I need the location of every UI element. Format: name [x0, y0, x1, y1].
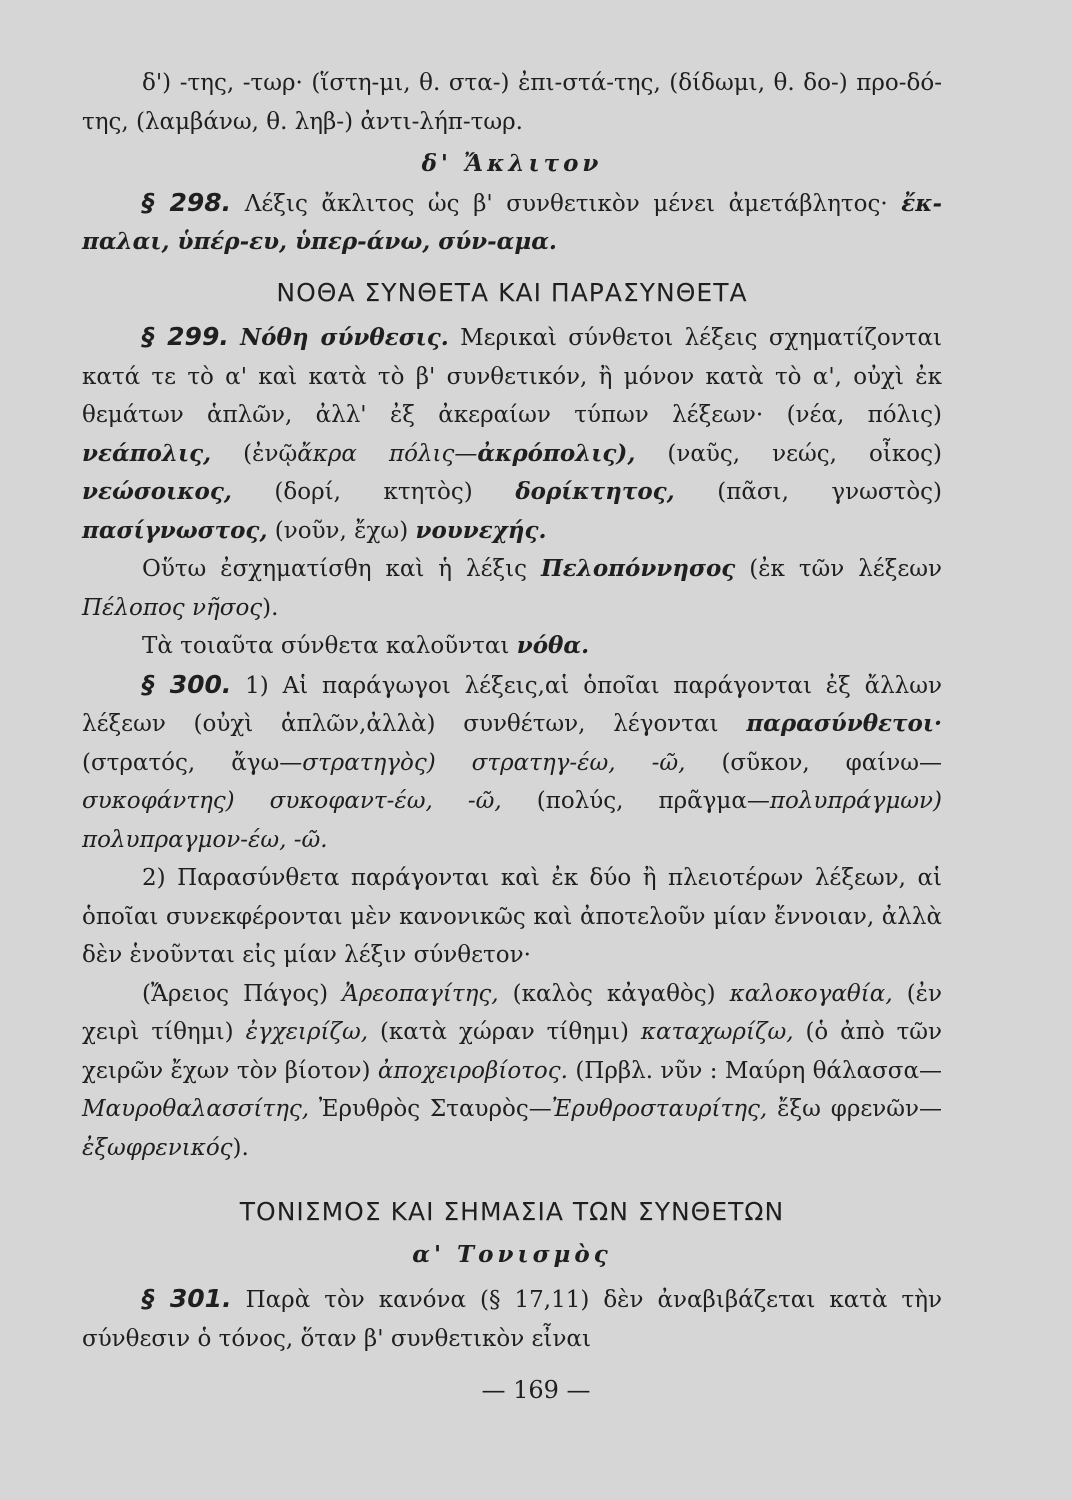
intro-line-1: δ') -της, -τωρ· (ἵστη-μι, θ. στα-) ἐπι-στά-της, (δίδωμι, θ.: [142, 70, 795, 96]
example-source: (πᾶσι, γνωστὸς): [717, 479, 943, 505]
section-298-number: § 298.: [142, 187, 232, 217]
subheading-tonismos: α' Τονισμὸς: [412, 1240, 612, 1268]
section-299-notha: [82, 627, 942, 666]
subheading-akliton: δ' Ἄκλιτον: [421, 150, 603, 177]
example-source: (νέα, πόλις): [786, 402, 943, 428]
paragraph-text: (ἐκ τῶν λέξεων: [749, 556, 943, 582]
section-301: [82, 1280, 942, 1358]
example-source: (Ἄρειος Πάγος): [142, 980, 329, 1007]
example-word: νόθα.: [516, 632, 590, 659]
example-word: καταχωρίζω,: [640, 1019, 794, 1045]
example-word: ἐγχειρίζω,: [245, 1019, 369, 1045]
section-299-term: Νόθη σύνθεσις.: [240, 324, 449, 351]
example-word: νεάπολις,: [82, 439, 212, 467]
intro-paragraph: [82, 64, 942, 141]
example-word: καλοκογαθία,: [729, 980, 893, 1007]
page-text: [82, 64, 942, 1358]
section-298-examples: ἔκ-παλαι, ὑπέρ-ευ, ὑπερ-άνω, σύν-αμα.: [82, 189, 943, 255]
example-source: (νοῦν, ἔχω): [274, 517, 409, 544]
example-source: ἔξω φρενῶν—: [777, 1096, 942, 1122]
section-300-number: § 300.: [142, 669, 232, 699]
section-301-text: Παρὰ τὸν κανόνα (§ 17,11) δὲν ἀναβιβάζεται κατὰ τὴν σύνθεσιν ὁ τόνος, ὅταν β' συνθετικὸν εἶναι: [82, 1287, 943, 1352]
example-word: δορίκτητος,: [515, 478, 675, 505]
section-300-part-2: [82, 859, 942, 975]
section-301-number: § 301.: [142, 1284, 232, 1313]
example-word: ἀποχειροβίοτος.: [377, 1057, 568, 1084]
example-word: ἐξωφρενικός: [82, 1134, 233, 1161]
example-source: (πολύς, πρᾶγμα—: [536, 788, 770, 814]
intro-line-2: δο-) προ-δό-της, (λαμβάνω, θ. ληβ-) ἀντι-λήπ-τωρ.: [82, 70, 943, 135]
example-word: νεώσοικος,: [82, 478, 232, 505]
section-298-text: Λέξις ἄκλιτος ὡς β' συνθετικὸν μένει ἀμετάβλητος·: [244, 190, 888, 217]
example-source: (στρατός, ἄγω—: [82, 749, 303, 776]
section-300: [82, 666, 942, 860]
example-source: (ἐν χειρὶ τίθημι): [82, 980, 942, 1045]
paragraph-text: Τὰ τοιαῦτα σύνθετα καλοῦνται: [142, 633, 510, 659]
section-299-text: Μερικαὶ σύνθετοι λέξεις σχηματίζονται κατά τε τὸ α' καὶ κατὰ τὸ β' συνθετικόν, ἢ μόνον κατὰ τὸ α', οὐχὶ ἐκ θεμάτων ἁπλῶν, ἀλλ' ἐξ ἀκεραίων τύπων λέξεων·: [82, 325, 943, 428]
example-word: Ἐρυθροσταυρίτης,: [551, 1096, 768, 1122]
example-word: πασίγνωστος,: [82, 516, 268, 544]
section-299: [82, 318, 942, 550]
example-word: Μαυροθαλασσίτης,: [82, 1096, 310, 1122]
page-number: — 169 —: [481, 1376, 591, 1404]
example-source: (Πρβλ. νῦν : Μαύρη θάλασσα—: [575, 1057, 943, 1084]
example-source: (κατὰ χώραν τίθημι): [379, 1019, 629, 1045]
example-source: (δορί, κτητὸς): [274, 479, 473, 505]
section-298: [82, 184, 942, 262]
section-300-term: παρασύνθετοι·: [746, 710, 942, 737]
heading-notha-syntheta: ΝΟΘΑ ΣΥΝΘΕΤΑ ΚΑΙ ΠΑΡΑΣΥΝΘΕΤΑ: [276, 277, 748, 307]
section-300-text: 1) Αἱ παράγωγοι λέξεις,αἱ ὁποῖαι παράγονται ἐξ ἄλλων λέξεων (οὐχὶ ἁπλῶν,ἀλλὰ) συνθέτων, λέγονται: [82, 672, 942, 737]
section-299-peloponnisos: [82, 550, 942, 627]
example-source: (σῦκον, φαίνω—: [721, 749, 943, 776]
example-word: στρατηγὸς) στρατηγ-έω, -ῶ,: [302, 749, 686, 776]
section-300-examples: [82, 975, 942, 1168]
section-300-text-2: 2) Παρασύνθετα παράγονται καὶ ἐκ δύο ἢ πλειοτέρων λέξεων, αἱ ὁποῖαι συνεκφέρονται μὲν κανονικῶς καὶ ἀποτελοῦν μίαν ἔννοιαν, ἀλλὰ δὲν ἑνοῦνται εἰς μίαν λέξιν σύνθετον·: [82, 865, 942, 968]
example-source-italic: ἄκρα πόλις—: [297, 440, 478, 467]
example-source: Ἐρυθρὸς Σταυρὸς—: [318, 1096, 552, 1122]
paragraph-text: ).: [262, 594, 279, 621]
example-source: (ὁ ἀπὸ τῶν χειρῶν ἔχων τὸν βίοτον): [82, 1019, 943, 1084]
example-source: (καλὸς κἀγαθὸς): [512, 980, 716, 1007]
paragraph-text: ).: [232, 1134, 249, 1161]
example-source: (ναῦς, νεώς, οἶκος): [667, 440, 943, 467]
example-word: Πελοπόννησος: [540, 555, 736, 582]
paragraph-text: Οὕτω ἐσχηματίσθη καὶ ἡ λέξις: [142, 556, 528, 582]
example-word: συκοφάντης) συκοφαντ-έω, -ῶ,: [82, 788, 502, 814]
example-word: ἀκρόπολις),: [477, 439, 636, 467]
example-source: (ἐνῷ: [243, 440, 298, 467]
section-299-number: § 299.: [142, 322, 229, 351]
example-word: πολυπράγμων) πολυπραγμον-έω, -ῶ.: [82, 788, 942, 853]
example-word: Ἀρεοπαγίτης,: [342, 980, 499, 1007]
heading-tonismos: ΤΟΝΙΣΜΟΣ ΚΑΙ ΣΗΜΑΣΙΑ ΤΩΝ ΣΥΝΘΕΤΩΝ: [239, 1197, 785, 1226]
example-word: νουνεχής.: [415, 516, 547, 544]
example-source-italic: Πέλοπος νῆσος: [82, 594, 263, 621]
